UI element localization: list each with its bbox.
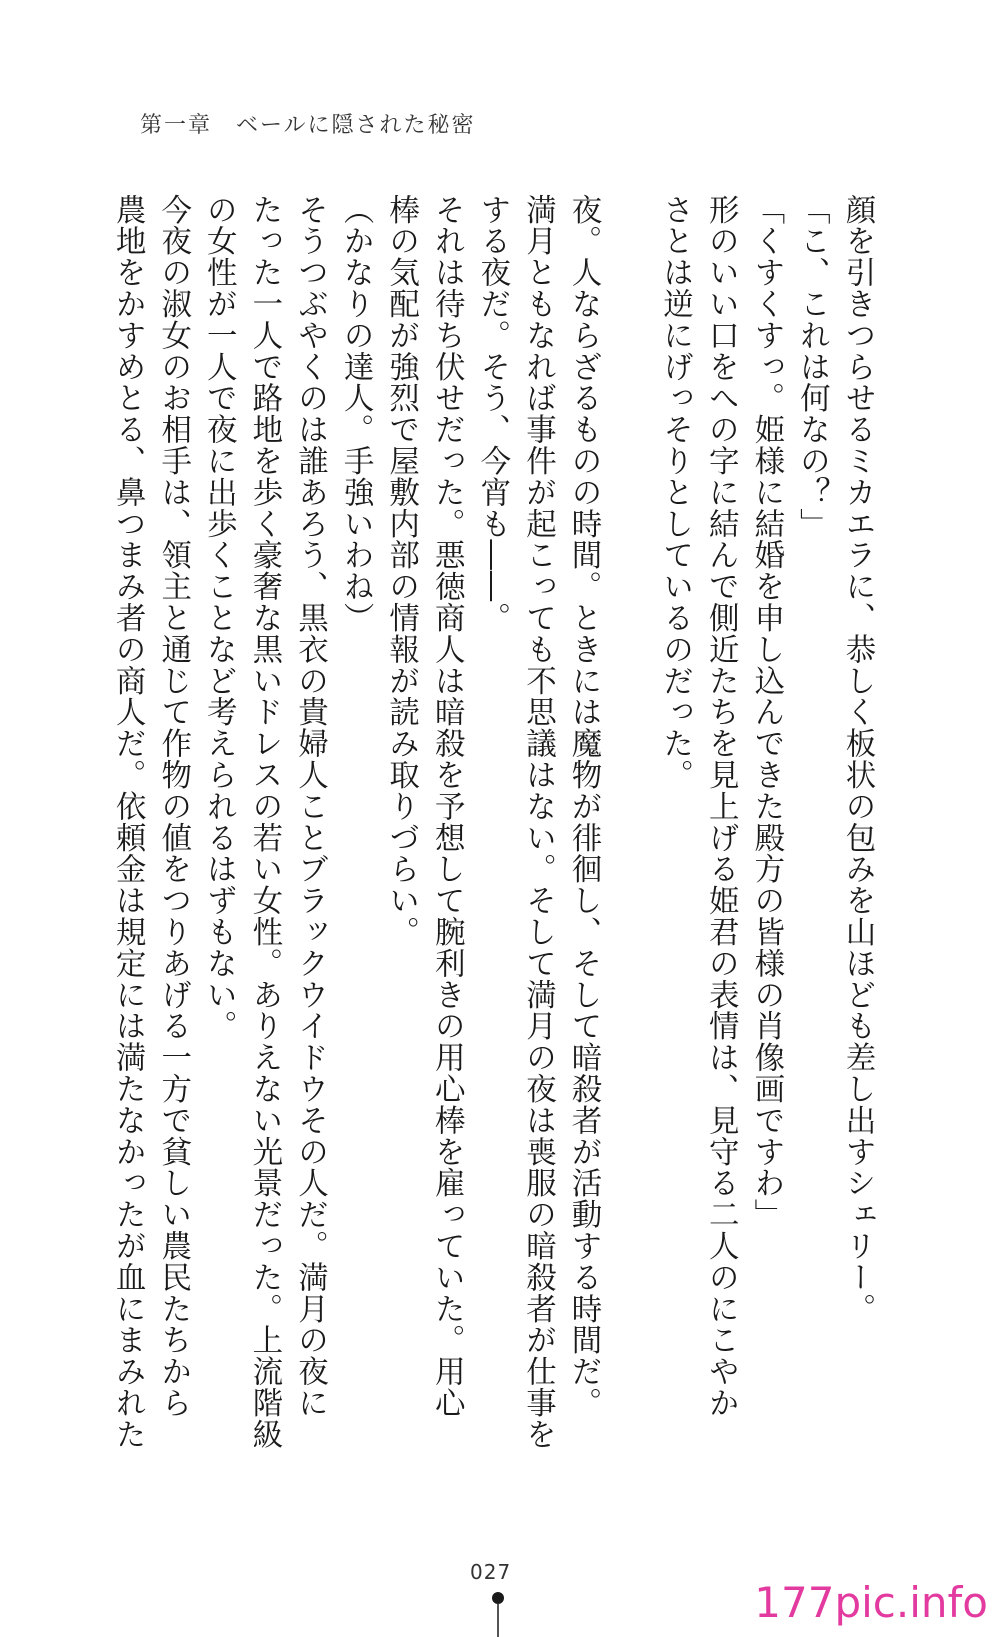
watermark: 177pic.info [754,1578,988,1627]
body-text [110,194,880,1450]
text-line: の女性が一人で夜に出歩くことなど考えられるはずもない。 [201,194,237,1042]
text-line: 形のいい口をへの字に結んで側近たちを見上げる姫君の表情は、見守る二人のにこやか [703,194,739,1419]
text-line: たった一人で路地を歩く豪奢な黒いドレスの若い女性。ありえない光景だった。上流階級 [246,194,282,1450]
page-marker-stem [497,1604,499,1637]
text-line: 今夜の淑女のお相手は、領主と通じて作物の値をつりあげる一方で貧しい農民たちから [155,194,191,1419]
section-gap [606,194,652,1354]
text-line: 満月ともなれば事件が起こっても不思議はない。そして満月の夜は喪服の暗殺者が仕事を [520,194,556,1450]
running-header: 第一章 ベールに隠された秘密 [140,113,476,138]
text-line: 農地をかすめとる、鼻つまみ者の商人だ。依頼金は規定には満たなかったが血にまみれた [110,194,146,1450]
text-line: それは待ち伏せだった。悪徳商人は暗殺を予想して腕利きの用心棒を雇っていた。用心 [429,194,465,1419]
text-line: そうつぶやくのは誰あろう、黒衣の貴婦人ことブラックウイドウその人だ。満月の夜に [292,194,328,1419]
text-line: さとは逆にげっそりとしているのだった。 [657,194,693,791]
page-marker-dot [492,1592,504,1604]
text-line: 顔を引きつらせるミカエラに、恭しく板状の包みを山ほども差し出すシェリー。 [840,194,875,1325]
text-line: （かなりの達人。手強いわね） [338,194,374,634]
page-number: 027 [470,1560,512,1584]
text-line: 棒の気配が強烈で屋敷内部の情報が読み取りづらい。 [383,194,419,948]
text-line: 「こ、これは何なの？」 [794,194,830,540]
text-line: 夜。人ならざるものの時間。ときには魔物が徘徊し、そして暗殺者が活動する時間だ。 [566,194,602,1419]
text-line: 「くすくすっ。姫様に結婚を申し込んできた殿方の皆様の肖像画ですわ」 [748,194,784,1231]
text-line: する夜だ。そう、今宵も――。 [474,194,510,634]
